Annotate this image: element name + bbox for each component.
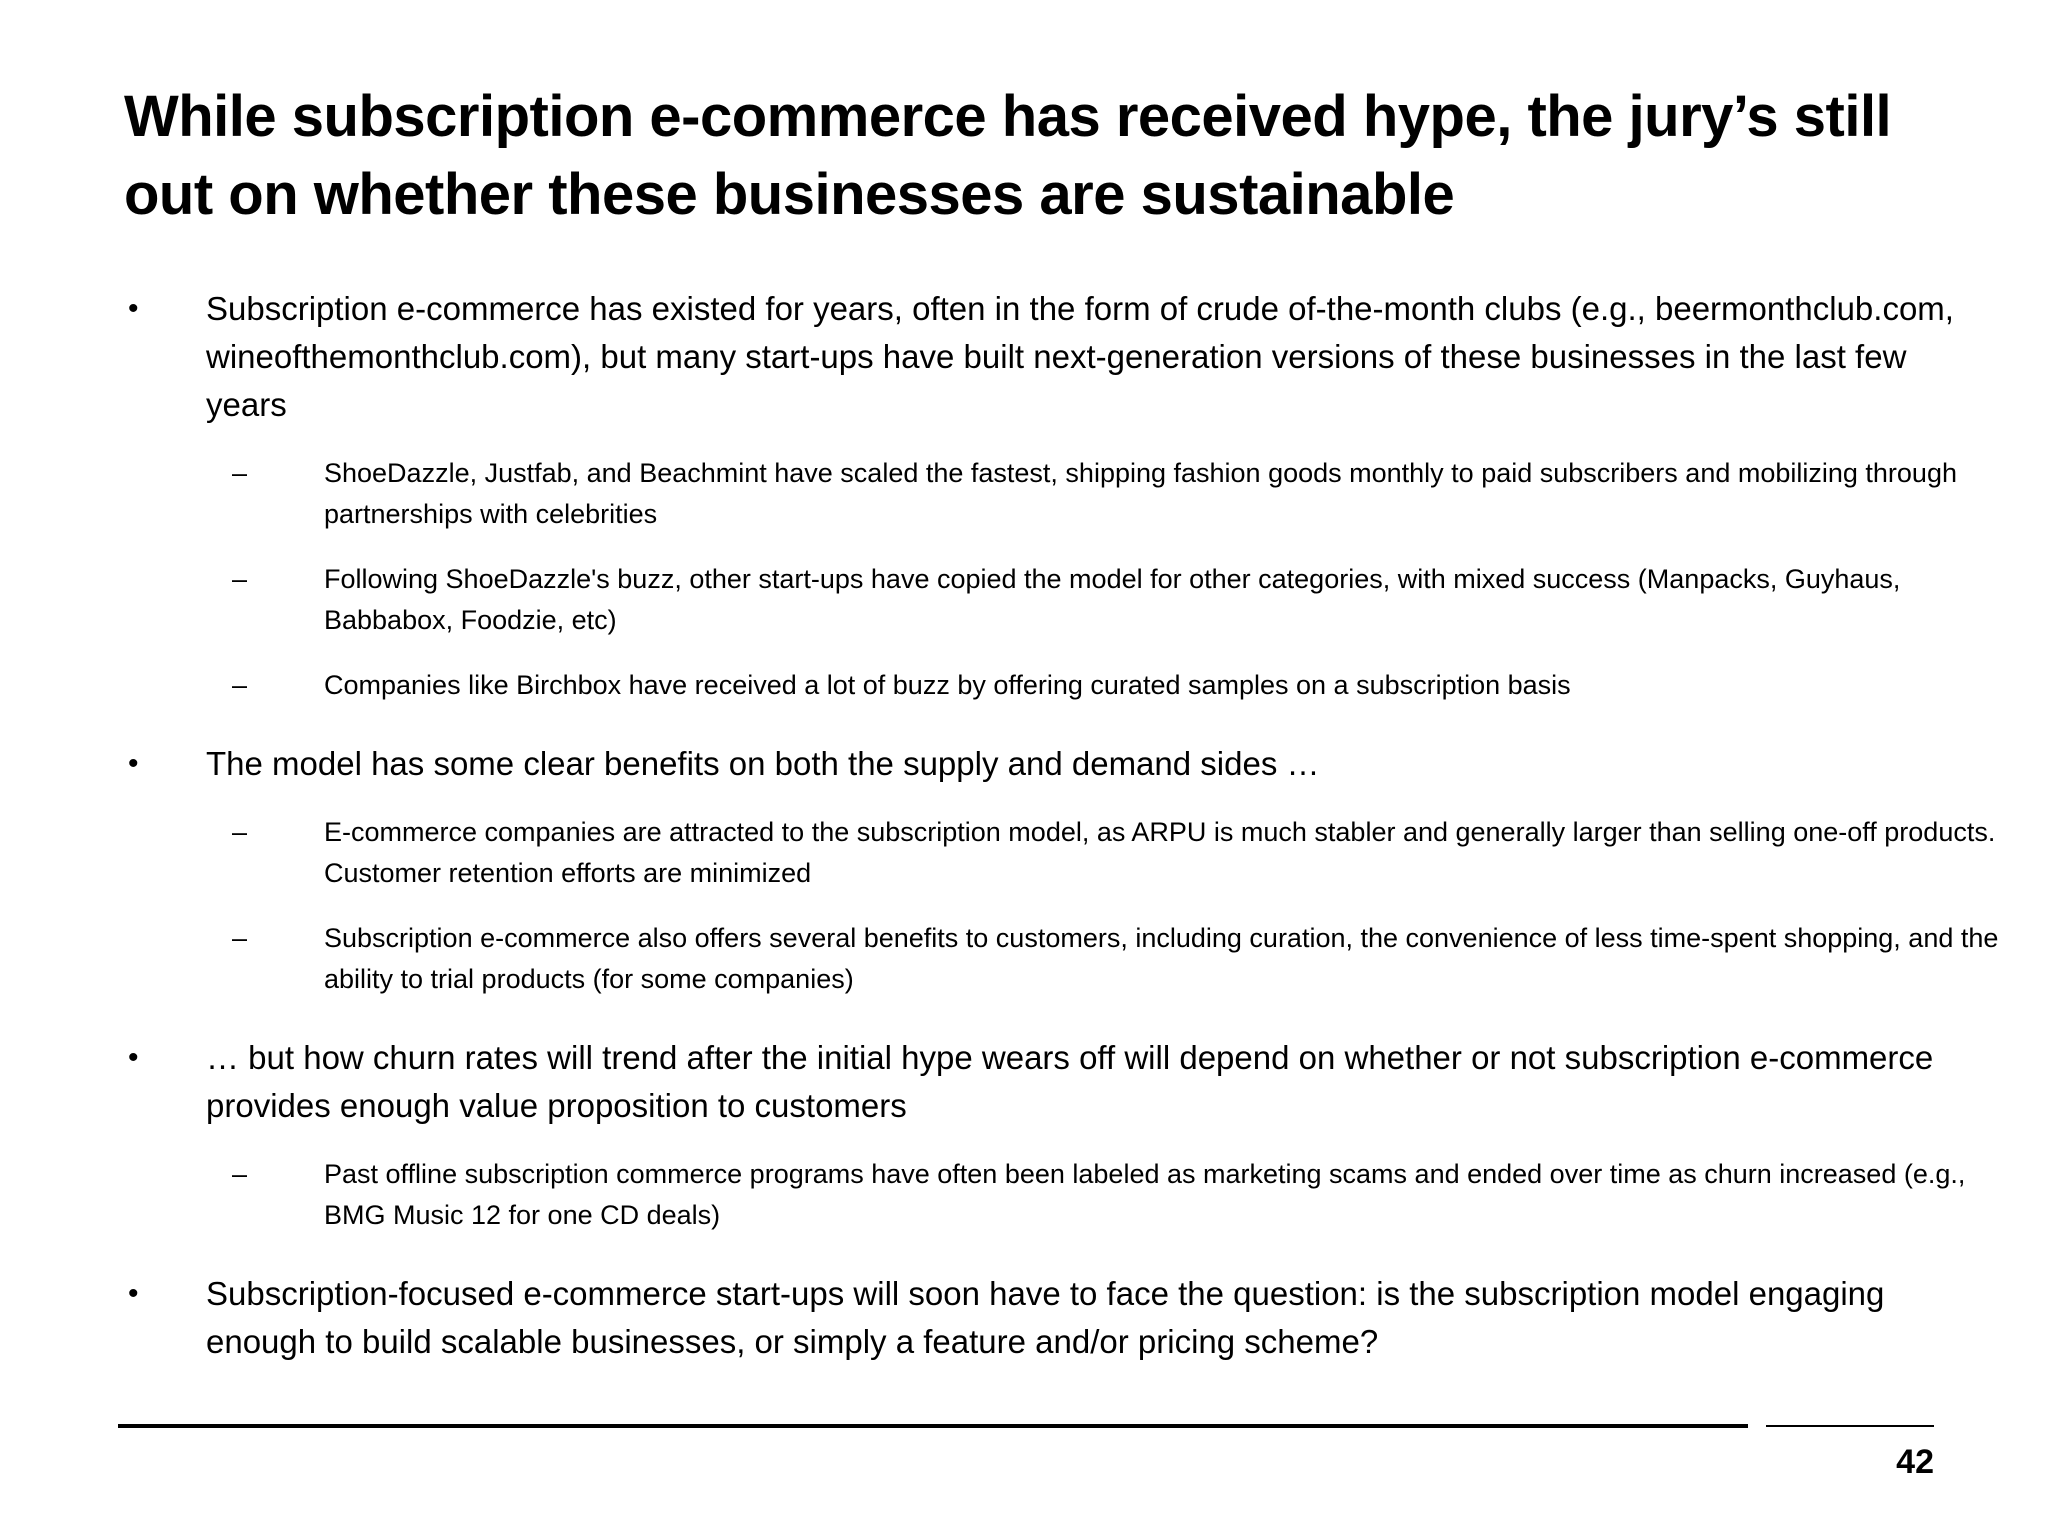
dash-glyph: – [232,1159,248,1189]
dash-glyph: – [232,817,248,847]
sub-bullet-item [232,453,2004,535]
page-number: 42 [1896,1443,1934,1481]
slide-title: While subscription e-commerce has received hype, the jury’s still out on whether these businesses are sustainable [124,84,1892,227]
bullet-item [124,1034,2004,1130]
dash-glyph: – [232,564,248,594]
bullet-text: The model has some clear benefits on both the supply and demand sides … [206,745,1320,782]
bullet-glyph: • [128,292,139,325]
bullet-item [124,740,2004,788]
bullet-glyph: • [128,1041,139,1074]
sub-bullet-text: Subscription e-commerce also offers several benefits to customers, including curation, the convenience of less time-spent shopping, and the ability to trial products (for some companies) [324,923,1999,994]
dash-glyph: – [232,670,248,700]
sub-bullet-text: E-commerce companies are attracted to the subscription model, as ARPU is much stabler and generally larger than selling one-off products. Customer retention efforts are minimized [324,817,1996,888]
bullet-glyph: • [128,1277,139,1310]
sub-bullet-item [232,1154,2004,1236]
bullet-text: … but how churn rates will trend after the initial hype wears off will depend on whether or not subscription e-commerce provides enough value proposition to customers [206,1039,1934,1124]
bullet-text: Subscription e-commerce has existed for years, often in the form of crude of-the-month clubs (e.g., beermonthclub.com, wineofthemonthclub.com), but many start-ups have built next-generation versions of these businesses in the last few years [206,290,1954,423]
bullet-item [124,285,2004,429]
dash-glyph: – [232,458,248,488]
bullet-text: Subscription-focused e-commerce start-ups will soon have to face the question: is the subscription model engaging enough to build scalable businesses, or simply a feature and/or pricing scheme? [206,1275,1885,1360]
sub-bullet-text: Past offline subscription commerce programs have often been labeled as marketing scams and ended over time as churn increased (e.g., BMG Music 12 for one CD deals) [324,1159,1966,1230]
sub-bullet-item [232,665,2004,706]
sub-bullet-item [232,812,2004,894]
sub-bullet-item [232,918,2004,1000]
sub-bullet-text: Following ShoeDazzle's buzz, other start-ups have copied the model for other categories, with mixed success (Manpacks, Guyhaus, Babbabox, Foodzie, etc) [324,564,1901,635]
bullet-item [124,1270,2004,1366]
sub-bullet-item [232,559,2004,641]
bullet-glyph: • [128,747,139,780]
sub-bullet-text: Companies like Birchbox have received a lot of buzz by offering curated samples on a subscription basis [324,670,1571,700]
dash-glyph: – [232,923,248,953]
footer-rule [118,1424,1748,1428]
slide-body [124,285,2004,1390]
sub-bullet-text: ShoeDazzle, Justfab, and Beachmint have scaled the fastest, shipping fashion goods monthly to paid subscribers and mobilizing through partnerships with celebrities [324,458,1957,529]
page-number-rule [1766,1425,1934,1427]
